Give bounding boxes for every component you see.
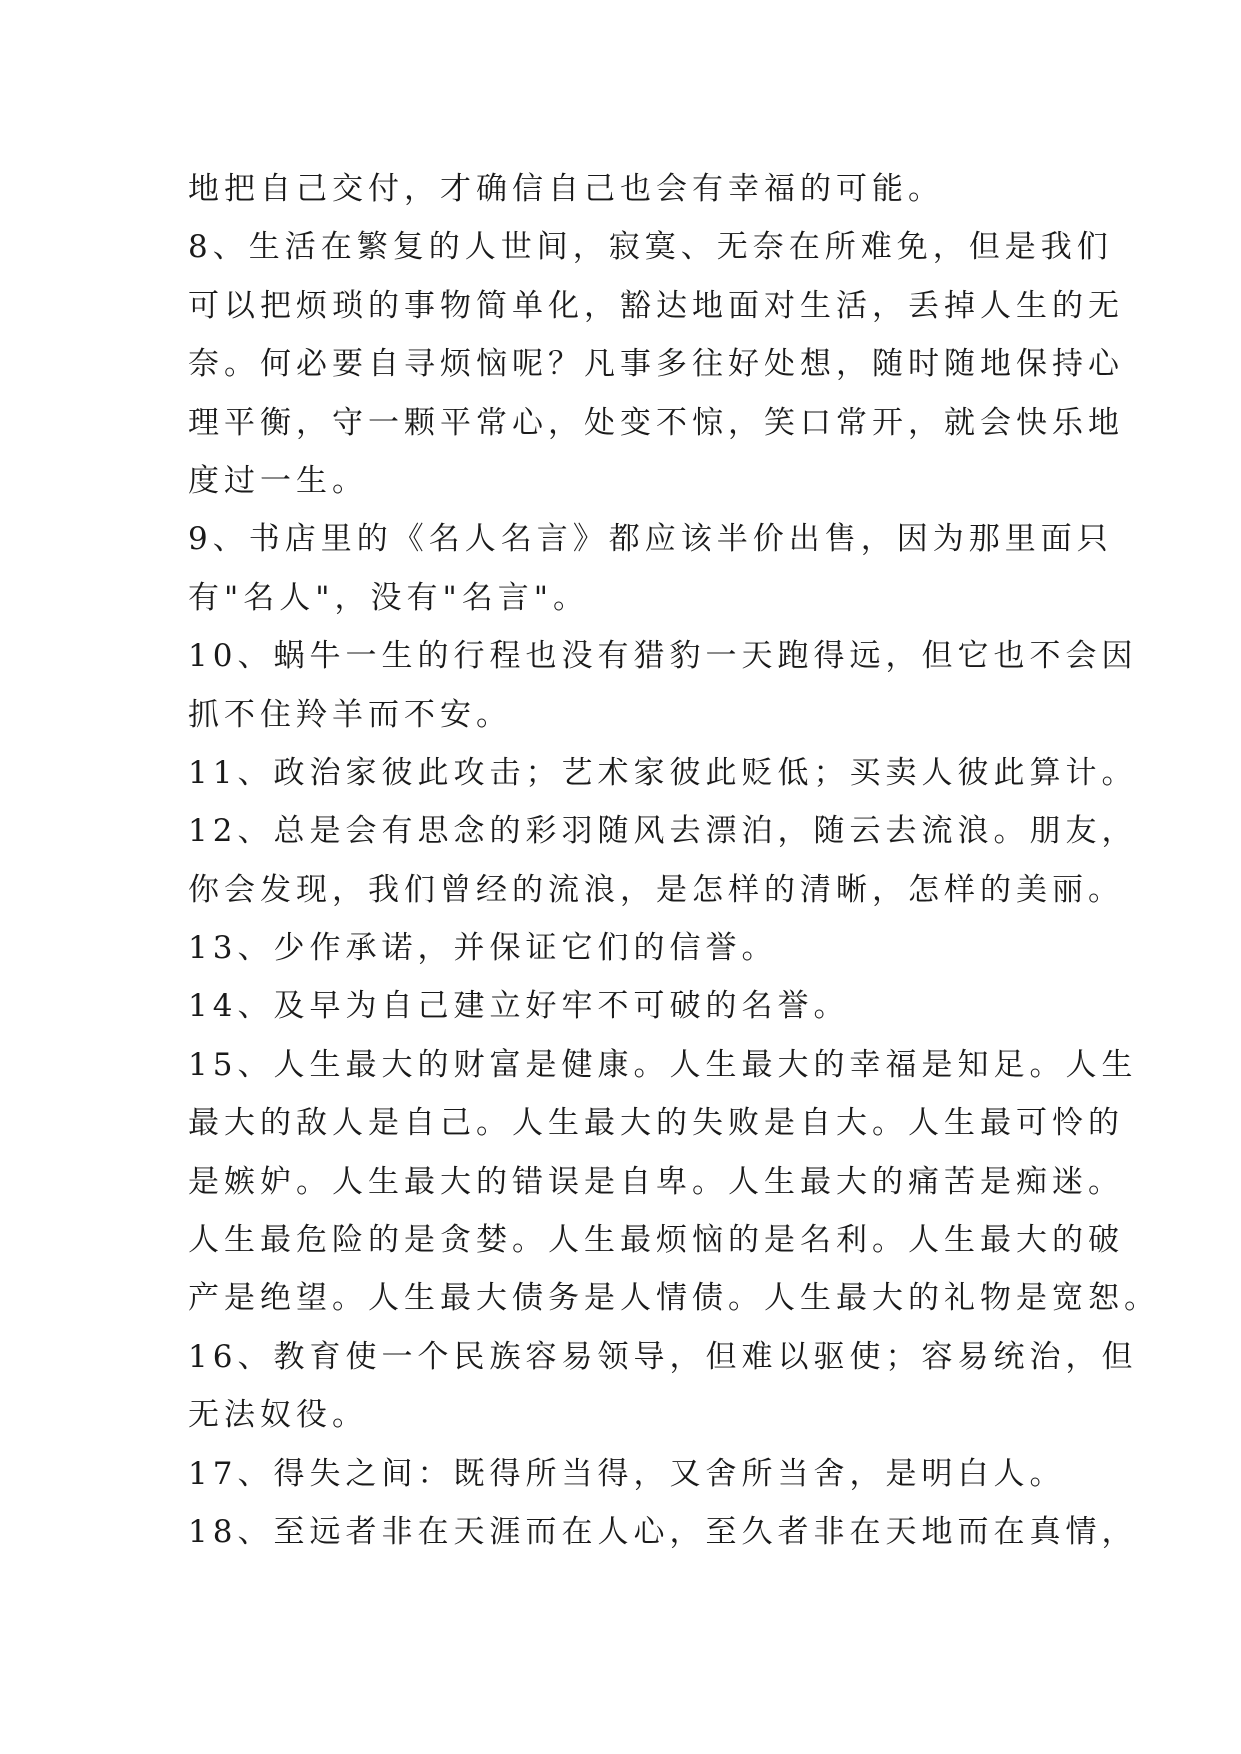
text-line: 奈。何必要自寻烦恼呢？凡事多往好处想，随时随地保持心: [188, 346, 1124, 383]
text-line: 9、书店里的《名人名言》都应该半价出售，因为那里面只: [188, 521, 1113, 558]
text-line: 17、得失之间：既得所当得，又舍所当舍，是明白人。: [188, 1455, 1066, 1492]
text-line: 人生最危险的是贪婪。人生最烦恼的是名利。人生最大的破: [188, 1222, 1124, 1259]
document-body: [188, 160, 1160, 1561]
text-line: 15、人生最大的财富是健康。人生最大的幸福是知足。人生: [188, 1046, 1138, 1083]
text-line: 13、少作承诺，并保证它们的信誉。: [188, 930, 778, 967]
text-line: 可以把烦琐的事物简单化，豁达地面对生活，丢掉人生的无: [188, 287, 1124, 324]
text-line: 有"名人"，没有"名言"。: [188, 579, 590, 616]
text-line: 12、总是会有思念的彩羽随风去漂泊，随云去流浪。朋友，: [188, 813, 1138, 850]
text-line: 抓不住羚羊而不安。: [188, 696, 512, 733]
text-line: 产是绝望。人生最大债务是人情债。人生最大的礼物是宽恕。: [188, 1280, 1160, 1317]
text-line: 最大的敌人是自己。人生最大的失败是自大。人生最可怜的: [188, 1105, 1124, 1142]
text-line: 18、至远者非在天涯而在人心，至久者非在天地而在真情，: [188, 1513, 1138, 1550]
text-line: 16、教育使一个民族容易领导，但难以驱使；容易统治，但: [188, 1338, 1138, 1375]
text-line: 地把自己交付，才确信自己也会有幸福的可能。: [188, 171, 944, 207]
text-line: 你会发现，我们曾经的流浪，是怎样的清晰，怎样的美丽。: [188, 871, 1124, 908]
text-line: 10、蜗牛一生的行程也没有猎豹一天跑得远，但它也不会因: [188, 638, 1138, 675]
text-line: 是嫉妒。人生最大的错误是自卑。人生最大的痛苦是痴迷。: [188, 1163, 1124, 1200]
text-line: 无法奴役。: [188, 1397, 368, 1434]
text-line: 度过一生。: [188, 462, 368, 499]
text-line: 11、政治家彼此攻击；艺术家彼此贬低；买卖人彼此算计。: [188, 754, 1138, 791]
text-line: 14、及早为自己建立好牢不可破的名誉。: [188, 988, 850, 1025]
text-line: 理平衡，守一颗平常心，处变不惊，笑口常开，就会快乐地: [188, 404, 1124, 441]
text-line: 8、生活在繁复的人世间，寂寞、无奈在所难免，但是我们: [188, 229, 1113, 266]
